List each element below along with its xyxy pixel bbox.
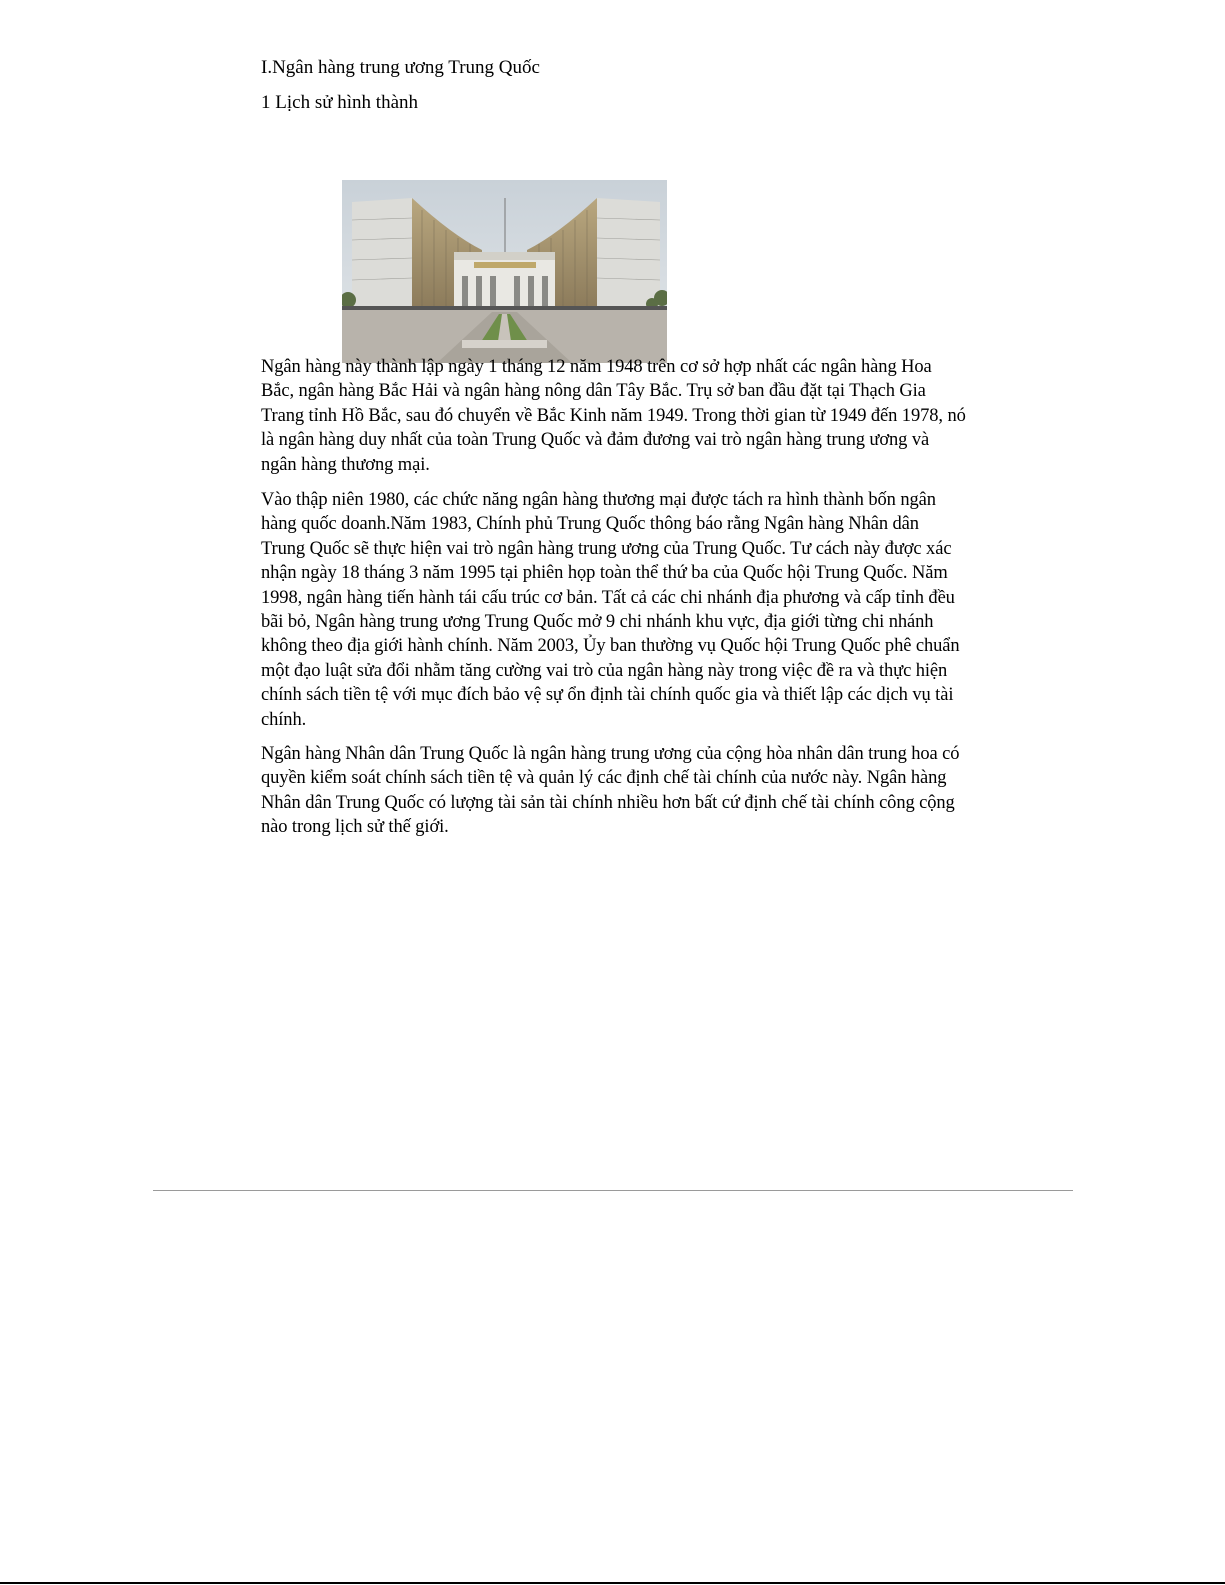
page-divider xyxy=(153,1190,1073,1191)
bank-headquarters-photo xyxy=(342,180,667,363)
subsection-title: 1 Lịch sử hình thành xyxy=(261,92,419,113)
paragraph-history-reform: Vào thập niên 1980, các chức năng ngân hàng thương mại được tách ra hình thành bốn ngân hàng quốc doanh.Năm 1983, Chính phủ Trung Quốc thông báo rằng Ngân hàng Nhân dân Trung Quốc sẽ thực hiện vai trò ngân hàng trung ương của Trung Quốc. Tư cách này được xác nhận ngày 18 tháng 3 năm 1995 tại phiên họp toàn thể thứ ba của Quốc hội Trung Quốc. Năm 1998, ngân hàng tiến hành tái cấu trúc cơ bản. Tất cả các chi nhánh địa phương và cấp tỉnh đều bãi bỏ, Ngân hàng trung ương Trung Quốc mở 9 chi nhánh khu vực, địa giới từng chi nhánh không theo địa giới hành chính. Năm 2003, Ủy ban thường vụ Quốc hội Trung Quốc phê chuẩn một đạo luật sửa đổi nhằm tăng cường vai trò của ngân hàng này trong việc đề ra và thực hiện chính sách tiền tệ với mục đích bảo vệ sự ổn định tài chính quốc gia và thiết lập các dịch vụ tài chính. xyxy=(261,490,960,730)
page-bottom-border xyxy=(0,1582,1225,1584)
paragraph-history-founding: Ngân hàng này thành lập ngày 1 tháng 12 năm 1948 trên cơ sở hợp nhất các ngân hàng Hoa Bắc, ngân hàng Bắc Hải và ngân hàng nông dân Tây Bắc. Trụ sở ban đầu đặt tại Thạch Gia Trang tỉnh Hồ Bắc, sau đó chuyển về Bắc Kinh năm 1949. Trong thời gian từ 1949 đến 1978, nó là ngân hàng duy nhất của toàn Trung Quốc và đảm đương vai trò ngân hàng trung ương và ngân hàng thương mại. xyxy=(261,357,966,475)
paragraph-role: Ngân hàng Nhân dân Trung Quốc là ngân hàng trung ương của cộng hòa nhân dân trung hoa có quyền kiểm soát chính sách tiền tệ và quản lý các định chế tài chính của nước này. Ngân hàng Nhân dân Trung Quốc có lượng tài sản tài chính nhiều hơn bất cứ định chế tài chính công cộng nào trong lịch sử thế giới. xyxy=(261,744,960,838)
section-title: I.Ngân hàng trung ương Trung Quốc xyxy=(261,57,540,78)
